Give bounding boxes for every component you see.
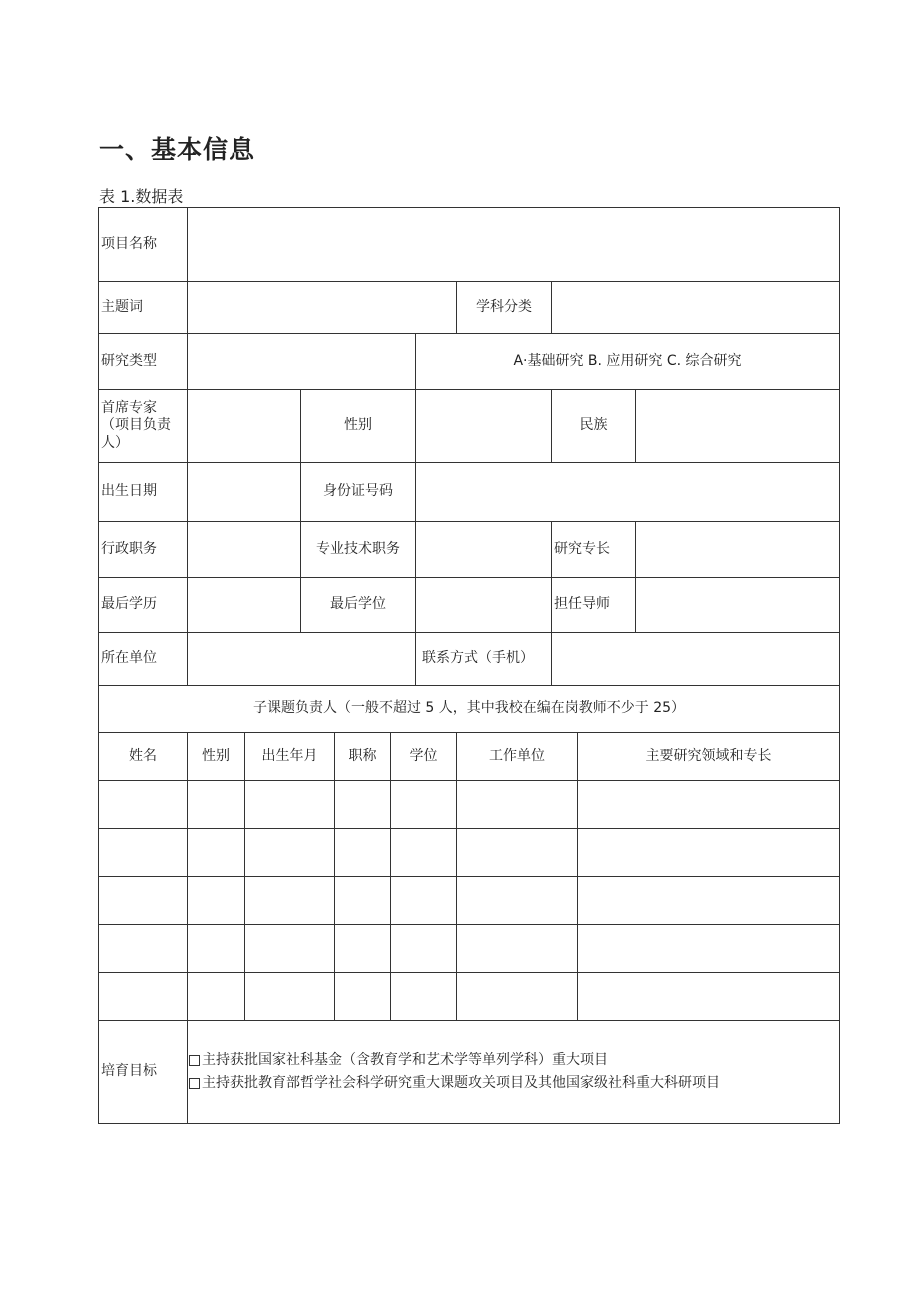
- label-goals: 培育目标: [101, 1063, 157, 1080]
- chief-expert-field[interactable]: [188, 390, 300, 462]
- affiliation-field[interactable]: [188, 633, 415, 685]
- label-chief-expert: 首席专家（项目负责人）: [101, 399, 171, 451]
- subject-class-field[interactable]: [552, 282, 839, 333]
- table-row[interactable]: [99, 877, 839, 924]
- goal-options: [189, 1049, 720, 1095]
- label-gender: 性别: [344, 417, 372, 434]
- row-divider: [98, 1020, 840, 1021]
- id-number-field[interactable]: [416, 463, 839, 521]
- column-header: 出生年月: [261, 747, 318, 764]
- label-ethnicity: 民族: [579, 417, 608, 434]
- sub-project-title: 子课题负责人（一般不超过 5 人，其中我校在编在岗教师不少于 25）: [252, 700, 686, 717]
- project-name-field[interactable]: [188, 208, 839, 281]
- goal-option-label: 主持获批国家社科基金（含教育学和艺术学等单列学科）重大项目: [202, 1052, 608, 1068]
- goal-option-label: 主持获批教育部哲学社会科学研究重大课题攻关项目及其他国家级社科重大科研项目: [202, 1075, 720, 1091]
- label-tech-position: 专业技术职务: [316, 540, 400, 557]
- birth-date-field[interactable]: [188, 463, 300, 521]
- table-row[interactable]: [99, 973, 839, 1020]
- research-type-options[interactable]: A·基础研究 B. 应用研究 C. 综合研究: [513, 352, 742, 369]
- supervisor-field[interactable]: [636, 578, 839, 632]
- column-header: 主要研究领域和专长: [645, 747, 772, 764]
- column-header: 学位: [409, 747, 438, 764]
- label-subject-class: 学科分类: [476, 298, 532, 315]
- checkbox-icon[interactable]: [189, 1055, 200, 1066]
- column-header: 工作单位: [489, 747, 545, 764]
- column-header: 职称: [348, 747, 377, 764]
- research-type-field[interactable]: [188, 334, 415, 389]
- last-education-field[interactable]: [188, 578, 300, 632]
- section-heading: 一、基本信息: [99, 135, 256, 164]
- table-caption: 表 1.数据表: [99, 187, 184, 206]
- tech-position-field[interactable]: [416, 522, 551, 577]
- column-header: 性别: [202, 747, 230, 764]
- goal-option[interactable]: [189, 1072, 720, 1095]
- label-contact: 联系方式（手机）: [422, 650, 534, 667]
- gender-field[interactable]: [416, 390, 551, 462]
- label-supervisor: 担任导师: [554, 596, 610, 613]
- label-keywords: 主题词: [101, 298, 143, 315]
- label-birth-date: 出生日期: [101, 483, 157, 500]
- column-header: 姓名: [129, 747, 157, 764]
- label-research-type: 研究类型: [101, 352, 157, 369]
- col-divider: [187, 1020, 188, 1124]
- checkbox-icon[interactable]: [189, 1078, 200, 1089]
- label-research-specialty: 研究专长: [554, 540, 610, 557]
- table-row[interactable]: [99, 925, 839, 972]
- research-specialty-field[interactable]: [636, 522, 839, 577]
- label-project-name: 项目名称: [101, 235, 157, 252]
- label-last-degree: 最后学位: [330, 596, 386, 613]
- label-affiliation: 所在单位: [101, 650, 157, 667]
- label-id-number: 身份证号码: [323, 483, 393, 500]
- keywords-field[interactable]: [188, 282, 456, 333]
- table-row[interactable]: [99, 829, 839, 876]
- goal-option[interactable]: [189, 1049, 720, 1072]
- label-last-education: 最后学历: [101, 596, 157, 613]
- last-degree-field[interactable]: [416, 578, 551, 632]
- ethnicity-field[interactable]: [636, 390, 839, 462]
- admin-position-field[interactable]: [188, 522, 300, 577]
- label-admin-position: 行政职务: [101, 540, 157, 557]
- contact-field[interactable]: [552, 633, 839, 685]
- table-row[interactable]: [99, 781, 839, 828]
